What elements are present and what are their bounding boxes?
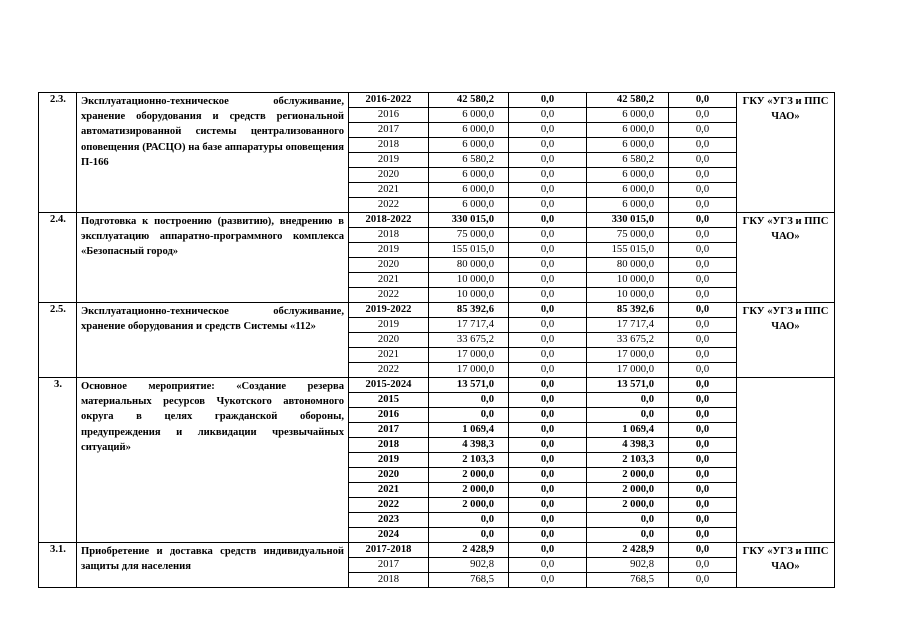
year-cell: 2022: [349, 288, 429, 303]
other-funding-cell: 0,0: [669, 258, 737, 273]
regional-funding-cell: 2 428,9: [587, 543, 669, 558]
federal-funding-cell: 0,0: [509, 513, 587, 528]
year-cell: 2015-2024: [349, 378, 429, 393]
regional-funding-cell: 17 000,0: [587, 348, 669, 363]
federal-funding-cell: 0,0: [509, 333, 587, 348]
year-cell: 2021: [349, 483, 429, 498]
regional-funding-cell: 6 000,0: [587, 183, 669, 198]
total-funding-cell: 2 428,9: [429, 543, 509, 558]
regional-funding-cell: 6 000,0: [587, 198, 669, 213]
total-funding-cell: 13 571,0: [429, 378, 509, 393]
other-funding-cell: 0,0: [669, 288, 737, 303]
other-funding-cell: 0,0: [669, 243, 737, 258]
federal-funding-cell: 0,0: [509, 138, 587, 153]
total-funding-cell: 6 000,0: [429, 138, 509, 153]
federal-funding-cell: 0,0: [509, 558, 587, 573]
responsible-executor: ГКУ «УГЗ и ППС ЧАО»: [737, 213, 835, 303]
total-funding-cell: 2 000,0: [429, 498, 509, 513]
program-activities-table: [38, 92, 835, 588]
responsible-executor: ГКУ «УГЗ и ППС ЧАО»: [737, 543, 835, 588]
table-row: [39, 213, 835, 228]
regional-funding-cell: 6 000,0: [587, 138, 669, 153]
year-cell: 2015: [349, 393, 429, 408]
regional-funding-cell: 42 580,2: [587, 93, 669, 108]
year-cell: 2020: [349, 333, 429, 348]
regional-funding-cell: 10 000,0: [587, 273, 669, 288]
table-row: [39, 303, 835, 318]
table-row: [39, 543, 835, 558]
total-funding-cell: 6 000,0: [429, 108, 509, 123]
regional-funding-cell: 0,0: [587, 528, 669, 543]
total-funding-cell: 85 392,6: [429, 303, 509, 318]
activity-description: Эксплуатационно-техническое обслуживание, хранение оборудования и средств Системы «112»: [77, 303, 349, 378]
federal-funding-cell: 0,0: [509, 243, 587, 258]
year-cell: 2017: [349, 423, 429, 438]
other-funding-cell: 0,0: [669, 453, 737, 468]
year-cell: 2016: [349, 108, 429, 123]
other-funding-cell: 0,0: [669, 168, 737, 183]
total-funding-cell: 0,0: [429, 408, 509, 423]
total-funding-cell: 2 103,3: [429, 453, 509, 468]
year-cell: 2019: [349, 243, 429, 258]
federal-funding-cell: 0,0: [509, 498, 587, 513]
other-funding-cell: 0,0: [669, 438, 737, 453]
total-funding-cell: 33 675,2: [429, 333, 509, 348]
other-funding-cell: 0,0: [669, 483, 737, 498]
other-funding-cell: 0,0: [669, 153, 737, 168]
federal-funding-cell: 0,0: [509, 108, 587, 123]
federal-funding-cell: 0,0: [509, 453, 587, 468]
federal-funding-cell: 0,0: [509, 198, 587, 213]
table-row: [39, 93, 835, 108]
item-number: 2.4.: [39, 213, 77, 303]
federal-funding-cell: 0,0: [509, 348, 587, 363]
federal-funding-cell: 0,0: [509, 318, 587, 333]
other-funding-cell: 0,0: [669, 558, 737, 573]
total-funding-cell: 2 000,0: [429, 483, 509, 498]
other-funding-cell: 0,0: [669, 318, 737, 333]
regional-funding-cell: 902,8: [587, 558, 669, 573]
regional-funding-cell: 17 000,0: [587, 363, 669, 378]
other-funding-cell: 0,0: [669, 213, 737, 228]
total-funding-cell: 10 000,0: [429, 273, 509, 288]
year-cell: 2016-2022: [349, 93, 429, 108]
year-cell: 2020: [349, 258, 429, 273]
federal-funding-cell: 0,0: [509, 93, 587, 108]
total-funding-cell: 902,8: [429, 558, 509, 573]
total-funding-cell: 6 000,0: [429, 198, 509, 213]
total-funding-cell: 6 000,0: [429, 123, 509, 138]
total-funding-cell: 768,5: [429, 573, 509, 588]
responsible-executor: ГКУ «УГЗ и ППС ЧАО»: [737, 93, 835, 213]
regional-funding-cell: 4 398,3: [587, 438, 669, 453]
regional-funding-cell: 2 000,0: [587, 468, 669, 483]
year-cell: 2022: [349, 363, 429, 378]
regional-funding-cell: 6 000,0: [587, 108, 669, 123]
total-funding-cell: 0,0: [429, 393, 509, 408]
responsible-executor: ГКУ «УГЗ и ППС ЧАО»: [737, 303, 835, 378]
regional-funding-cell: 155 015,0: [587, 243, 669, 258]
year-cell: 2019: [349, 453, 429, 468]
year-cell: 2021: [349, 348, 429, 363]
activity-description: Приобретение и доставка средств индивидуальной защиты для населения: [77, 543, 349, 588]
year-cell: 2021: [349, 273, 429, 288]
other-funding-cell: 0,0: [669, 468, 737, 483]
other-funding-cell: 0,0: [669, 303, 737, 318]
other-funding-cell: 0,0: [669, 528, 737, 543]
federal-funding-cell: 0,0: [509, 183, 587, 198]
item-number: 3.: [39, 378, 77, 543]
federal-funding-cell: 0,0: [509, 213, 587, 228]
total-funding-cell: 6 580,2: [429, 153, 509, 168]
other-funding-cell: 0,0: [669, 543, 737, 558]
year-cell: 2022: [349, 498, 429, 513]
federal-funding-cell: 0,0: [509, 288, 587, 303]
year-cell: 2019-2022: [349, 303, 429, 318]
regional-funding-cell: 33 675,2: [587, 333, 669, 348]
federal-funding-cell: 0,0: [509, 573, 587, 588]
year-cell: 2017: [349, 558, 429, 573]
year-cell: 2019: [349, 318, 429, 333]
responsible-executor: [737, 378, 835, 543]
other-funding-cell: 0,0: [669, 138, 737, 153]
federal-funding-cell: 0,0: [509, 543, 587, 558]
other-funding-cell: 0,0: [669, 393, 737, 408]
federal-funding-cell: 0,0: [509, 468, 587, 483]
total-funding-cell: 155 015,0: [429, 243, 509, 258]
regional-funding-cell: 80 000,0: [587, 258, 669, 273]
item-number: 2.3.: [39, 93, 77, 213]
year-cell: 2018: [349, 573, 429, 588]
regional-funding-cell: 768,5: [587, 573, 669, 588]
other-funding-cell: 0,0: [669, 408, 737, 423]
other-funding-cell: 0,0: [669, 333, 737, 348]
total-funding-cell: 2 000,0: [429, 468, 509, 483]
federal-funding-cell: 0,0: [509, 423, 587, 438]
year-cell: 2023: [349, 513, 429, 528]
federal-funding-cell: 0,0: [509, 228, 587, 243]
total-funding-cell: 6 000,0: [429, 168, 509, 183]
federal-funding-cell: 0,0: [509, 258, 587, 273]
federal-funding-cell: 0,0: [509, 123, 587, 138]
federal-funding-cell: 0,0: [509, 168, 587, 183]
regional-funding-cell: 85 392,6: [587, 303, 669, 318]
year-cell: 2018: [349, 228, 429, 243]
item-number: 3.1.: [39, 543, 77, 588]
year-cell: 2020: [349, 168, 429, 183]
other-funding-cell: 0,0: [669, 198, 737, 213]
year-cell: 2019: [349, 153, 429, 168]
regional-funding-cell: 10 000,0: [587, 288, 669, 303]
other-funding-cell: 0,0: [669, 573, 737, 588]
regional-funding-cell: 0,0: [587, 408, 669, 423]
activity-description: Основное мероприятие: «Создание резерва материальных ресурсов Чукотского автономного округа в целях гражданской обороны, предупреждения и ликвидации чрезвычайных ситуаций»: [77, 378, 349, 543]
year-cell: 2016: [349, 408, 429, 423]
total-funding-cell: 17 717,4: [429, 318, 509, 333]
federal-funding-cell: 0,0: [509, 528, 587, 543]
regional-funding-cell: 13 571,0: [587, 378, 669, 393]
year-cell: 2024: [349, 528, 429, 543]
total-funding-cell: 42 580,2: [429, 93, 509, 108]
activity-description: Подготовка к построению (развитию), внедрению в эксплуатацию аппаратно-программного комплекса «Безопасный город»: [77, 213, 349, 303]
regional-funding-cell: 1 069,4: [587, 423, 669, 438]
federal-funding-cell: 0,0: [509, 483, 587, 498]
item-number: 2.5.: [39, 303, 77, 378]
other-funding-cell: 0,0: [669, 378, 737, 393]
total-funding-cell: 17 000,0: [429, 363, 509, 378]
federal-funding-cell: 0,0: [509, 378, 587, 393]
federal-funding-cell: 0,0: [509, 303, 587, 318]
federal-funding-cell: 0,0: [509, 153, 587, 168]
total-funding-cell: 10 000,0: [429, 288, 509, 303]
other-funding-cell: 0,0: [669, 348, 737, 363]
federal-funding-cell: 0,0: [509, 438, 587, 453]
federal-funding-cell: 0,0: [509, 393, 587, 408]
other-funding-cell: 0,0: [669, 363, 737, 378]
year-cell: 2020: [349, 468, 429, 483]
regional-funding-cell: 2 103,3: [587, 453, 669, 468]
total-funding-cell: 6 000,0: [429, 183, 509, 198]
total-funding-cell: 17 000,0: [429, 348, 509, 363]
total-funding-cell: 0,0: [429, 513, 509, 528]
total-funding-cell: 330 015,0: [429, 213, 509, 228]
regional-funding-cell: 75 000,0: [587, 228, 669, 243]
other-funding-cell: 0,0: [669, 183, 737, 198]
other-funding-cell: 0,0: [669, 123, 737, 138]
other-funding-cell: 0,0: [669, 423, 737, 438]
regional-funding-cell: 6 580,2: [587, 153, 669, 168]
other-funding-cell: 0,0: [669, 273, 737, 288]
total-funding-cell: 75 000,0: [429, 228, 509, 243]
regional-funding-cell: 17 717,4: [587, 318, 669, 333]
federal-funding-cell: 0,0: [509, 363, 587, 378]
other-funding-cell: 0,0: [669, 513, 737, 528]
regional-funding-cell: 2 000,0: [587, 483, 669, 498]
total-funding-cell: 4 398,3: [429, 438, 509, 453]
table-row: [39, 378, 835, 393]
total-funding-cell: 80 000,0: [429, 258, 509, 273]
regional-funding-cell: 6 000,0: [587, 123, 669, 138]
regional-funding-cell: 330 015,0: [587, 213, 669, 228]
regional-funding-cell: 2 000,0: [587, 498, 669, 513]
year-cell: 2017: [349, 123, 429, 138]
year-cell: 2018: [349, 138, 429, 153]
year-cell: 2022: [349, 198, 429, 213]
regional-funding-cell: 0,0: [587, 393, 669, 408]
total-funding-cell: 1 069,4: [429, 423, 509, 438]
activity-description: Эксплуатационно-техническое обслуживание, хранение оборудования и средств региональной автоматизированной системы централизованного оповещения (РАСЦО) на базе аппаратуры оповещения П-166: [77, 93, 349, 213]
other-funding-cell: 0,0: [669, 498, 737, 513]
other-funding-cell: 0,0: [669, 93, 737, 108]
year-cell: 2018: [349, 438, 429, 453]
year-cell: 2021: [349, 183, 429, 198]
regional-funding-cell: 0,0: [587, 513, 669, 528]
federal-funding-cell: 0,0: [509, 273, 587, 288]
year-cell: 2017-2018: [349, 543, 429, 558]
total-funding-cell: 0,0: [429, 528, 509, 543]
other-funding-cell: 0,0: [669, 108, 737, 123]
year-cell: 2018-2022: [349, 213, 429, 228]
regional-funding-cell: 6 000,0: [587, 168, 669, 183]
federal-funding-cell: 0,0: [509, 408, 587, 423]
other-funding-cell: 0,0: [669, 228, 737, 243]
